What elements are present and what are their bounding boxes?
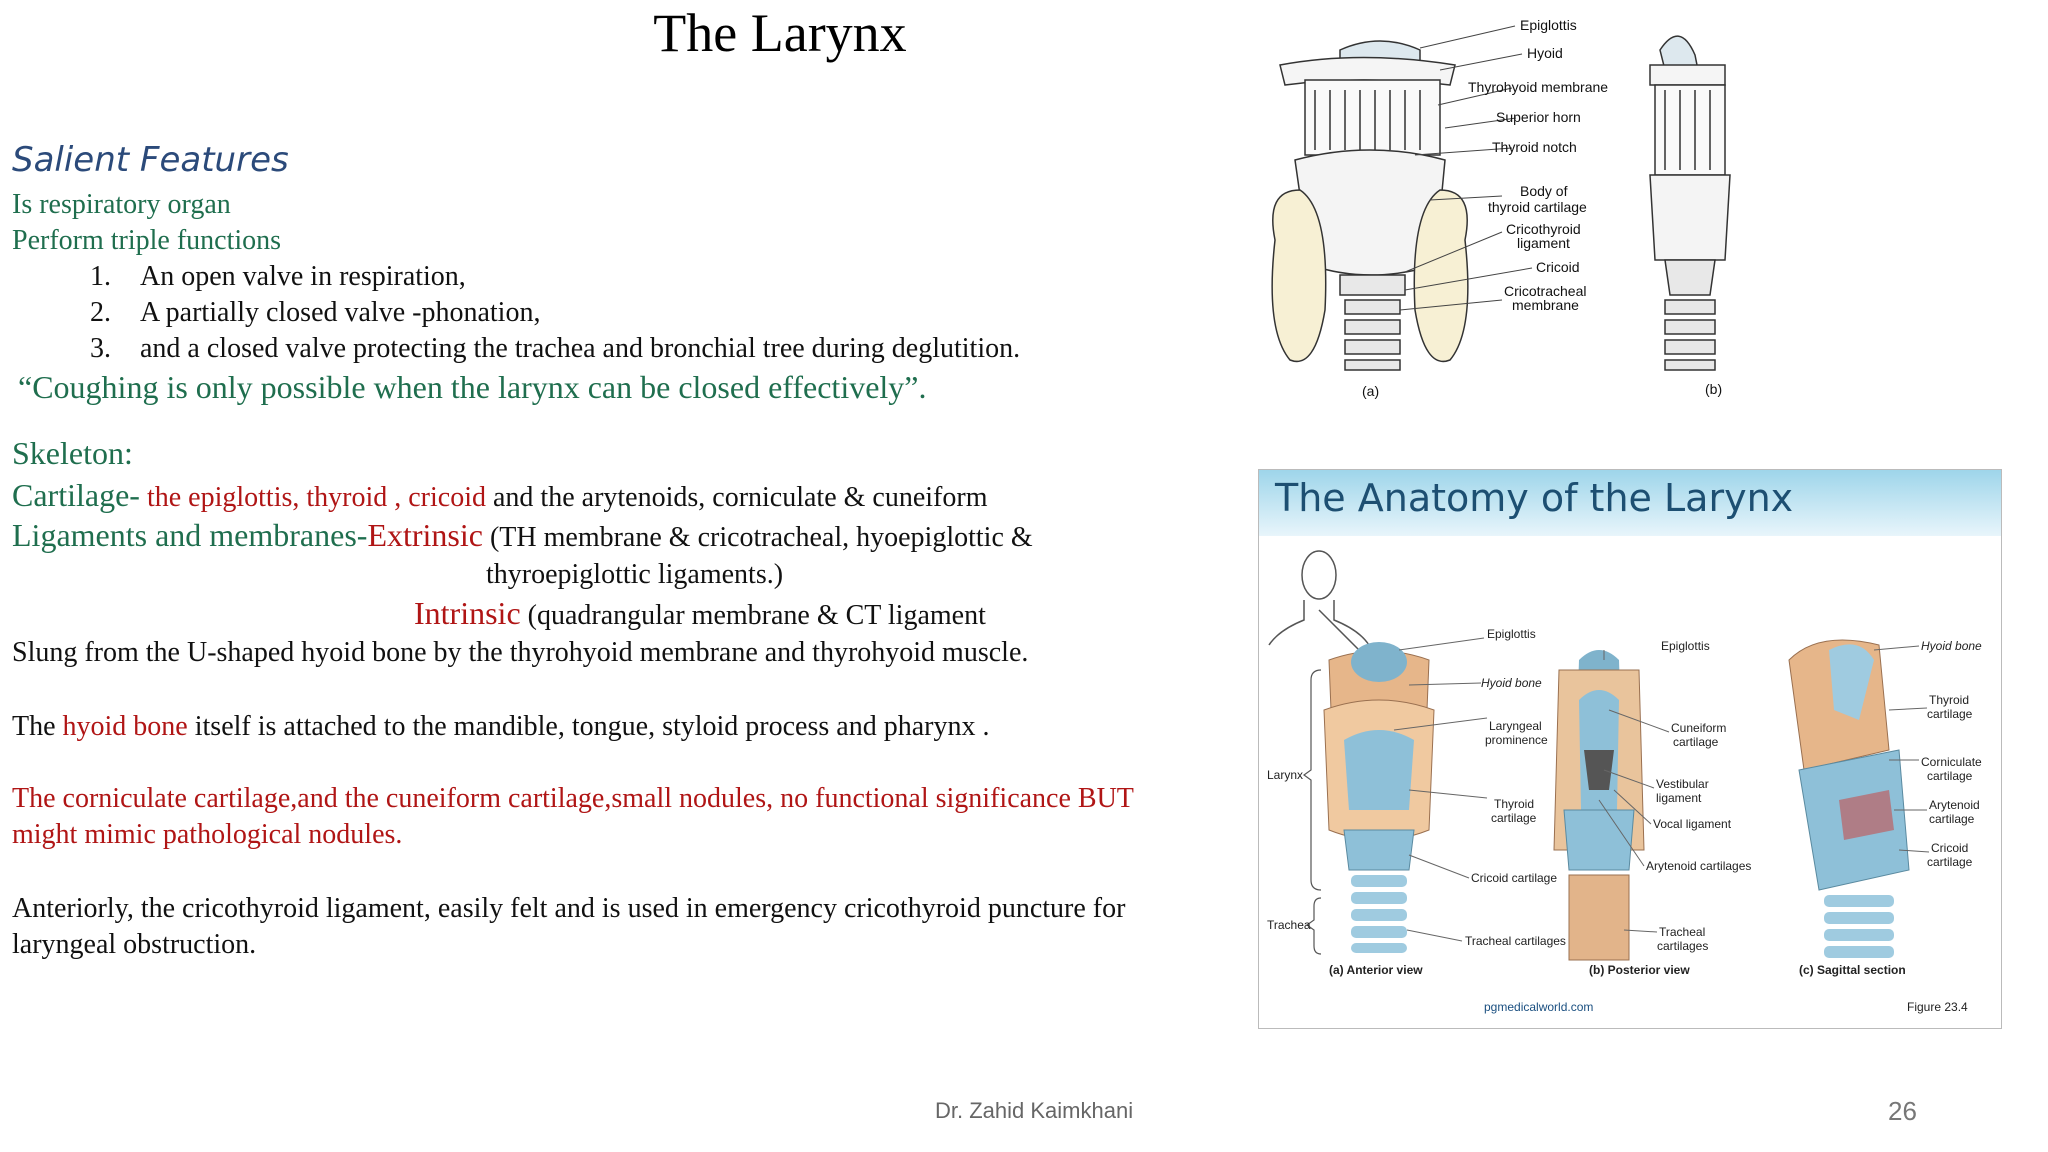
label-c-cricoid: Cricoid	[1931, 841, 1969, 855]
coughing-quote: “Coughing is only possible when the larynx can be closed effectively”.	[18, 369, 927, 405]
label-membrane: membrane	[1512, 297, 1579, 313]
label-a-laryngeal: Laryngeal	[1489, 719, 1542, 733]
larynx-line-drawing-svg	[1270, 10, 1770, 410]
anatomy-figure	[1258, 469, 2002, 1029]
label-c-arytenoid: Arytenoid	[1929, 798, 1980, 812]
function-number: 1.	[90, 261, 111, 292]
function-number: 2.	[90, 297, 111, 328]
label-c-corniculate: Corniculate	[1921, 755, 1982, 769]
label-a-tracheal-cartilages: Tracheal cartilages	[1465, 934, 1566, 948]
label-b-cuneiform: Cuneiform	[1671, 721, 1727, 735]
panel-b-drawing	[1650, 36, 1730, 370]
label-a-epiglottis: Epiglottis	[1487, 627, 1536, 641]
label-c-corniculate-cartilage: cartilage	[1927, 769, 1973, 783]
label-ligament: ligament	[1517, 235, 1570, 251]
label-b-vocal-ligament: Vocal ligament	[1653, 817, 1732, 831]
extrinsic-text: (TH membrane & cricotracheal, hyoepiglottic &	[482, 522, 1033, 553]
label-c-cricoid-cartilage: cartilage	[1927, 855, 1973, 869]
anatomy-figure-svg	[1259, 470, 2001, 1028]
label-b-cartilage: cartilage	[1673, 735, 1719, 749]
caption-sagittal-section: (c) Sagittal section	[1799, 963, 1906, 977]
label-thyroid-notch: Thyroid notch	[1492, 139, 1577, 155]
label-b-epiglottis: Epiglottis	[1661, 639, 1710, 653]
section-heading: Salient Features	[12, 140, 289, 180]
label-epiglottis: Epiglottis	[1520, 17, 1577, 33]
caption-anterior-view: (a) Anterior view	[1329, 963, 1423, 977]
label-thyroid-cartilage: thyroid cartilage	[1488, 199, 1587, 215]
label-b-ligament: ligament	[1656, 791, 1702, 805]
label-b-tracheal: Tracheal	[1659, 925, 1706, 939]
ligaments-label: Ligaments and membranes-	[12, 517, 368, 553]
cartilage-label: Cartilage-	[12, 477, 140, 513]
larynx-line-drawing	[1270, 10, 1770, 410]
label-body-of: Body of	[1520, 183, 1568, 199]
cartilage-line	[12, 478, 987, 515]
corniculate-text-1: The corniculate cartilage,and the cuneiform cartilage,small nodules, no functional significance BUT	[12, 783, 1134, 814]
extrinsic-text-cont: thyroepiglottic ligaments.)	[486, 559, 784, 590]
anteriorly-text-1: Anteriorly, the cricothyroid ligament, easily felt and is used in emergency cricothyroid puncture for	[12, 893, 1126, 924]
function-text: and a closed valve protecting the trachea and bronchial tree during deglutition.	[140, 333, 1021, 364]
label-b-cartilages: cartilages	[1657, 939, 1709, 953]
anteriorly-text-2: laryngeal obstruction.	[12, 929, 257, 960]
label-a-prominence: prominence	[1485, 733, 1548, 747]
label-a-thyroid: Thyroid	[1494, 797, 1535, 811]
cartilage-main: the epiglottis, thyroid , cricoid	[139, 482, 486, 513]
intrinsic-label: Intrinsic	[414, 595, 521, 631]
label-b-arytenoid-cartilages: Arytenoid cartilages	[1646, 859, 1752, 873]
label-a-hyoid-bone: Hyoid bone	[1481, 676, 1542, 690]
function-item-1	[90, 260, 466, 294]
caption-posterior-view: (b) Posterior view	[1589, 963, 1690, 977]
function-text: An open valve in respiration,	[140, 261, 466, 292]
label-cricotracheal: Cricotracheal	[1504, 283, 1587, 299]
figure-number: Figure 23.4	[1907, 1000, 1968, 1014]
label-b-vestibular: Vestibular	[1656, 777, 1709, 791]
anatomy-figure-title: The Anatomy of the Larynx	[1275, 476, 1794, 520]
panel-b-label: (b)	[1705, 381, 1723, 397]
text-respiratory: Is respiratory organ	[12, 189, 231, 220]
sagittal-section-drawing	[1789, 640, 1909, 958]
label-a-trachea: Trachea	[1267, 918, 1311, 932]
slide-title: The Larynx	[653, 3, 907, 63]
function-item-2	[90, 296, 540, 330]
intrinsic-text: (quadrangular membrane & CT ligament	[520, 600, 986, 631]
hyoid-line	[12, 710, 989, 744]
larynx-trachea-brackets	[1304, 670, 1321, 954]
anterior-view-drawing	[1324, 642, 1434, 953]
page-number: 26	[1888, 1096, 1917, 1126]
label-superior-horn: Superior horn	[1496, 109, 1581, 125]
label-cricothyroid: Cricothyroid	[1506, 221, 1581, 237]
label-c-hyoid-bone: Hyoid bone	[1921, 639, 1982, 653]
head-icon	[1269, 551, 1369, 650]
function-number: 3.	[90, 333, 111, 364]
hyoid-term: hyoid bone	[62, 711, 188, 742]
label-cricoid: Cricoid	[1536, 259, 1580, 275]
slung-text: Slung from the U-shaped hyoid bone by the thyrohyoid membrane and thyrohyoid muscle.	[12, 637, 1029, 668]
footer-author: Dr. Zahid Kaimkhani	[935, 1098, 1134, 1123]
figure-source: pgmedicalworld.com	[1484, 1000, 1594, 1014]
label-c-arytenoid-cartilage: cartilage	[1929, 812, 1975, 826]
label-thyrohyoid-membrane: Thyrohyoid membrane	[1468, 79, 1609, 95]
function-text: A partially closed valve -phonation,	[140, 297, 541, 328]
panel-a-drawing	[1272, 41, 1468, 370]
label-hyoid: Hyoid	[1527, 45, 1563, 61]
ligaments-line	[12, 518, 1033, 555]
cartilage-rest: and the arytenoids, corniculate & cuneiform	[486, 482, 988, 513]
label-c-thyroid: Thyroid	[1929, 693, 1970, 707]
label-a-cricoid-cartilage: Cricoid cartilage	[1471, 871, 1558, 885]
label-c-thyroid-cartilage: cartilage	[1927, 707, 1973, 721]
function-item-3	[90, 332, 1020, 366]
hyoid-pre: The	[12, 711, 63, 742]
label-a-cartilage: cartilage	[1491, 811, 1537, 825]
extrinsic-label: Extrinsic	[367, 517, 483, 553]
skeleton-label: Skeleton:	[12, 435, 133, 471]
hyoid-post: itself is attached to the mandible, tongue, styloid process and pharynx .	[187, 711, 990, 742]
label-a-larynx: Larynx	[1267, 768, 1304, 782]
text-triple-functions: Perform triple functions	[12, 225, 282, 256]
intrinsic-line	[414, 596, 986, 633]
corniculate-text-2: might mimic pathological nodules.	[12, 819, 403, 850]
panel-a-label: (a)	[1362, 383, 1380, 399]
